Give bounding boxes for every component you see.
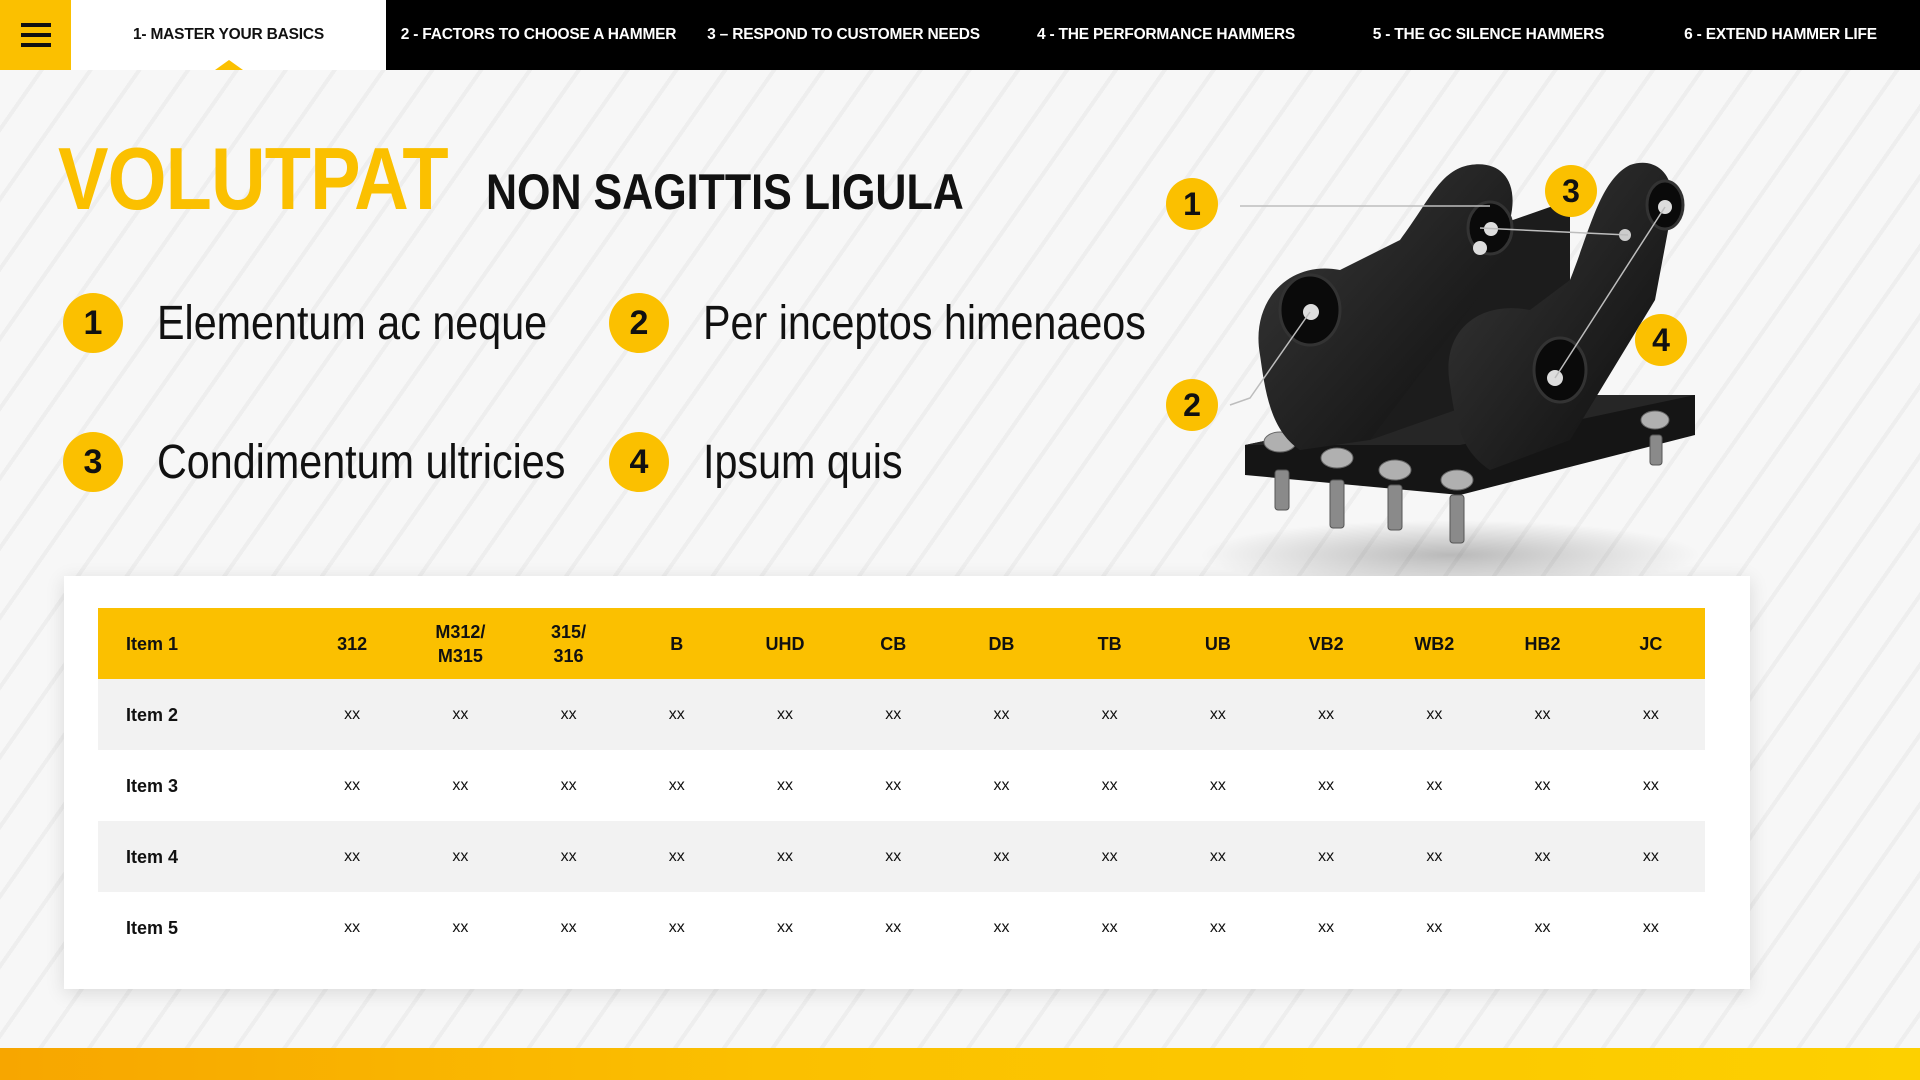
table-row-label: Item 4 — [98, 821, 298, 892]
tab-factors-to-choose-a-hammer[interactable]: 2 - FACTORS TO CHOOSE A HAMMER — [400, 26, 677, 43]
hammer-mounting-bracket-illustration — [1150, 140, 1750, 610]
table-cell: xx — [298, 821, 406, 892]
tab-the-performance-hammers[interactable]: 4 - THE PERFORMANCE HAMMERS — [1036, 26, 1296, 43]
table-cell: xx — [1597, 679, 1705, 750]
feature-item — [609, 432, 935, 492]
table-cell: xx — [839, 750, 947, 821]
table-header-cell: M312/ M315 — [406, 608, 514, 679]
table-cell: xx — [514, 821, 622, 892]
feature-item — [609, 293, 1218, 353]
table-cell: xx — [839, 892, 947, 963]
table-cell: xx — [839, 679, 947, 750]
table-row — [98, 679, 1705, 750]
spec-table — [98, 608, 1705, 963]
table-cell: xx — [947, 750, 1055, 821]
feature-item — [63, 432, 632, 492]
feature-label: Elementum ac neque — [157, 296, 548, 350]
tab-master-your-basics[interactable]: 1- MASTER YOUR BASICS — [71, 0, 386, 70]
table-cell: xx — [1056, 679, 1164, 750]
feature-item — [63, 293, 611, 353]
table-row — [98, 892, 1705, 963]
table-cell: xx — [406, 821, 514, 892]
table-header-cell: HB2 — [1488, 608, 1596, 679]
tab-the-gc-silence-hammers[interactable]: 5 - THE GC SILENCE HAMMERS — [1372, 26, 1605, 43]
table-header-cell: WB2 — [1380, 608, 1488, 679]
table-cell: xx — [1164, 750, 1272, 821]
table-cell: xx — [1164, 892, 1272, 963]
table-cell: xx — [1164, 821, 1272, 892]
table-cell: xx — [623, 892, 731, 963]
page-title: VOLUTPAT — [58, 129, 448, 228]
table-cell: xx — [298, 750, 406, 821]
table-cell: xx — [1488, 892, 1596, 963]
table-row-label: Item 3 — [98, 750, 298, 821]
table-row — [98, 821, 1705, 892]
feature-number-badge: 4 — [609, 432, 669, 492]
table-cell: xx — [731, 679, 839, 750]
table-header-cell: TB — [1056, 608, 1164, 679]
callout-marker-3[interactable]: 3 — [1545, 165, 1597, 217]
hamburger-menu-icon — [21, 23, 51, 47]
callout-marker-1[interactable]: 1 — [1166, 178, 1218, 230]
table-header-row — [98, 608, 1705, 679]
table-cell: xx — [1056, 892, 1164, 963]
table-header-cell: 312 — [298, 608, 406, 679]
table-cell: xx — [1272, 892, 1380, 963]
table-cell: xx — [623, 750, 731, 821]
feature-label: Per inceptos himenaeos — [703, 296, 1146, 350]
table-cell: xx — [514, 750, 622, 821]
feature-label: Ipsum quis — [703, 435, 903, 489]
tab-respond-to-customer-needs[interactable]: 3 – RESPOND TO CUSTOMER NEEDS — [707, 26, 980, 43]
table-cell: xx — [298, 892, 406, 963]
feature-number-badge: 2 — [609, 293, 669, 353]
page-subtitle: NON SAGITTIS LIGULA — [486, 164, 964, 220]
table-header-cell: UHD — [731, 608, 839, 679]
table-cell: xx — [731, 821, 839, 892]
feature-number-badge: 3 — [63, 432, 123, 492]
bottom-accent-bar — [0, 1048, 1920, 1080]
table-header-cell: VB2 — [1272, 608, 1380, 679]
table-cell: xx — [731, 750, 839, 821]
table-cell: xx — [1272, 679, 1380, 750]
table-cell: xx — [1056, 750, 1164, 821]
table-cell: xx — [839, 821, 947, 892]
feature-label: Condimentum ultricies — [157, 435, 566, 489]
spec-table-card — [64, 576, 1750, 989]
chapter-tabs — [71, 0, 1920, 70]
table-cell: xx — [1597, 750, 1705, 821]
top-navigation — [0, 0, 1920, 70]
table-cell: xx — [1380, 821, 1488, 892]
table-cell: xx — [406, 679, 514, 750]
table-cell: xx — [1272, 750, 1380, 821]
table-row-label: Item 5 — [98, 892, 298, 963]
table-cell: xx — [1597, 821, 1705, 892]
table-cell: xx — [1380, 679, 1488, 750]
menu-button[interactable] — [0, 0, 71, 70]
table-cell: xx — [623, 821, 731, 892]
table-cell: xx — [947, 679, 1055, 750]
table-cell: xx — [1488, 679, 1596, 750]
table-header-cell: UB — [1164, 608, 1272, 679]
table-cell: xx — [514, 679, 622, 750]
table-cell: xx — [947, 821, 1055, 892]
table-header-cell: DB — [947, 608, 1055, 679]
table-cell: xx — [731, 892, 839, 963]
table-cell: xx — [947, 892, 1055, 963]
table-cell: xx — [406, 750, 514, 821]
table-row-label: Item 2 — [98, 679, 298, 750]
table-cell: xx — [1056, 821, 1164, 892]
table-cell: xx — [1380, 892, 1488, 963]
table-cell: xx — [1597, 892, 1705, 963]
table-cell: xx — [1164, 679, 1272, 750]
callout-marker-2[interactable]: 2 — [1166, 379, 1218, 431]
table-cell: xx — [514, 892, 622, 963]
table-header-cell: B — [623, 608, 731, 679]
table-cell: xx — [1272, 821, 1380, 892]
table-cell: xx — [1380, 750, 1488, 821]
table-cell: xx — [406, 892, 514, 963]
table-cell: xx — [1488, 821, 1596, 892]
tab-extend-hammer-life[interactable]: 6 - EXTEND HAMMER LIFE — [1684, 26, 1877, 43]
table-cell: xx — [1488, 750, 1596, 821]
table-header-cell: CB — [839, 608, 947, 679]
table-cell: xx — [298, 679, 406, 750]
table-header-cell: JC — [1597, 608, 1705, 679]
table-row — [98, 750, 1705, 821]
feature-number-badge: 1 — [63, 293, 123, 353]
callout-marker-4[interactable]: 4 — [1635, 314, 1687, 366]
table-header-cell: 315/ 316 — [514, 608, 622, 679]
table-cell: xx — [623, 679, 731, 750]
table-header-rowhead: Item 1 — [98, 608, 298, 679]
